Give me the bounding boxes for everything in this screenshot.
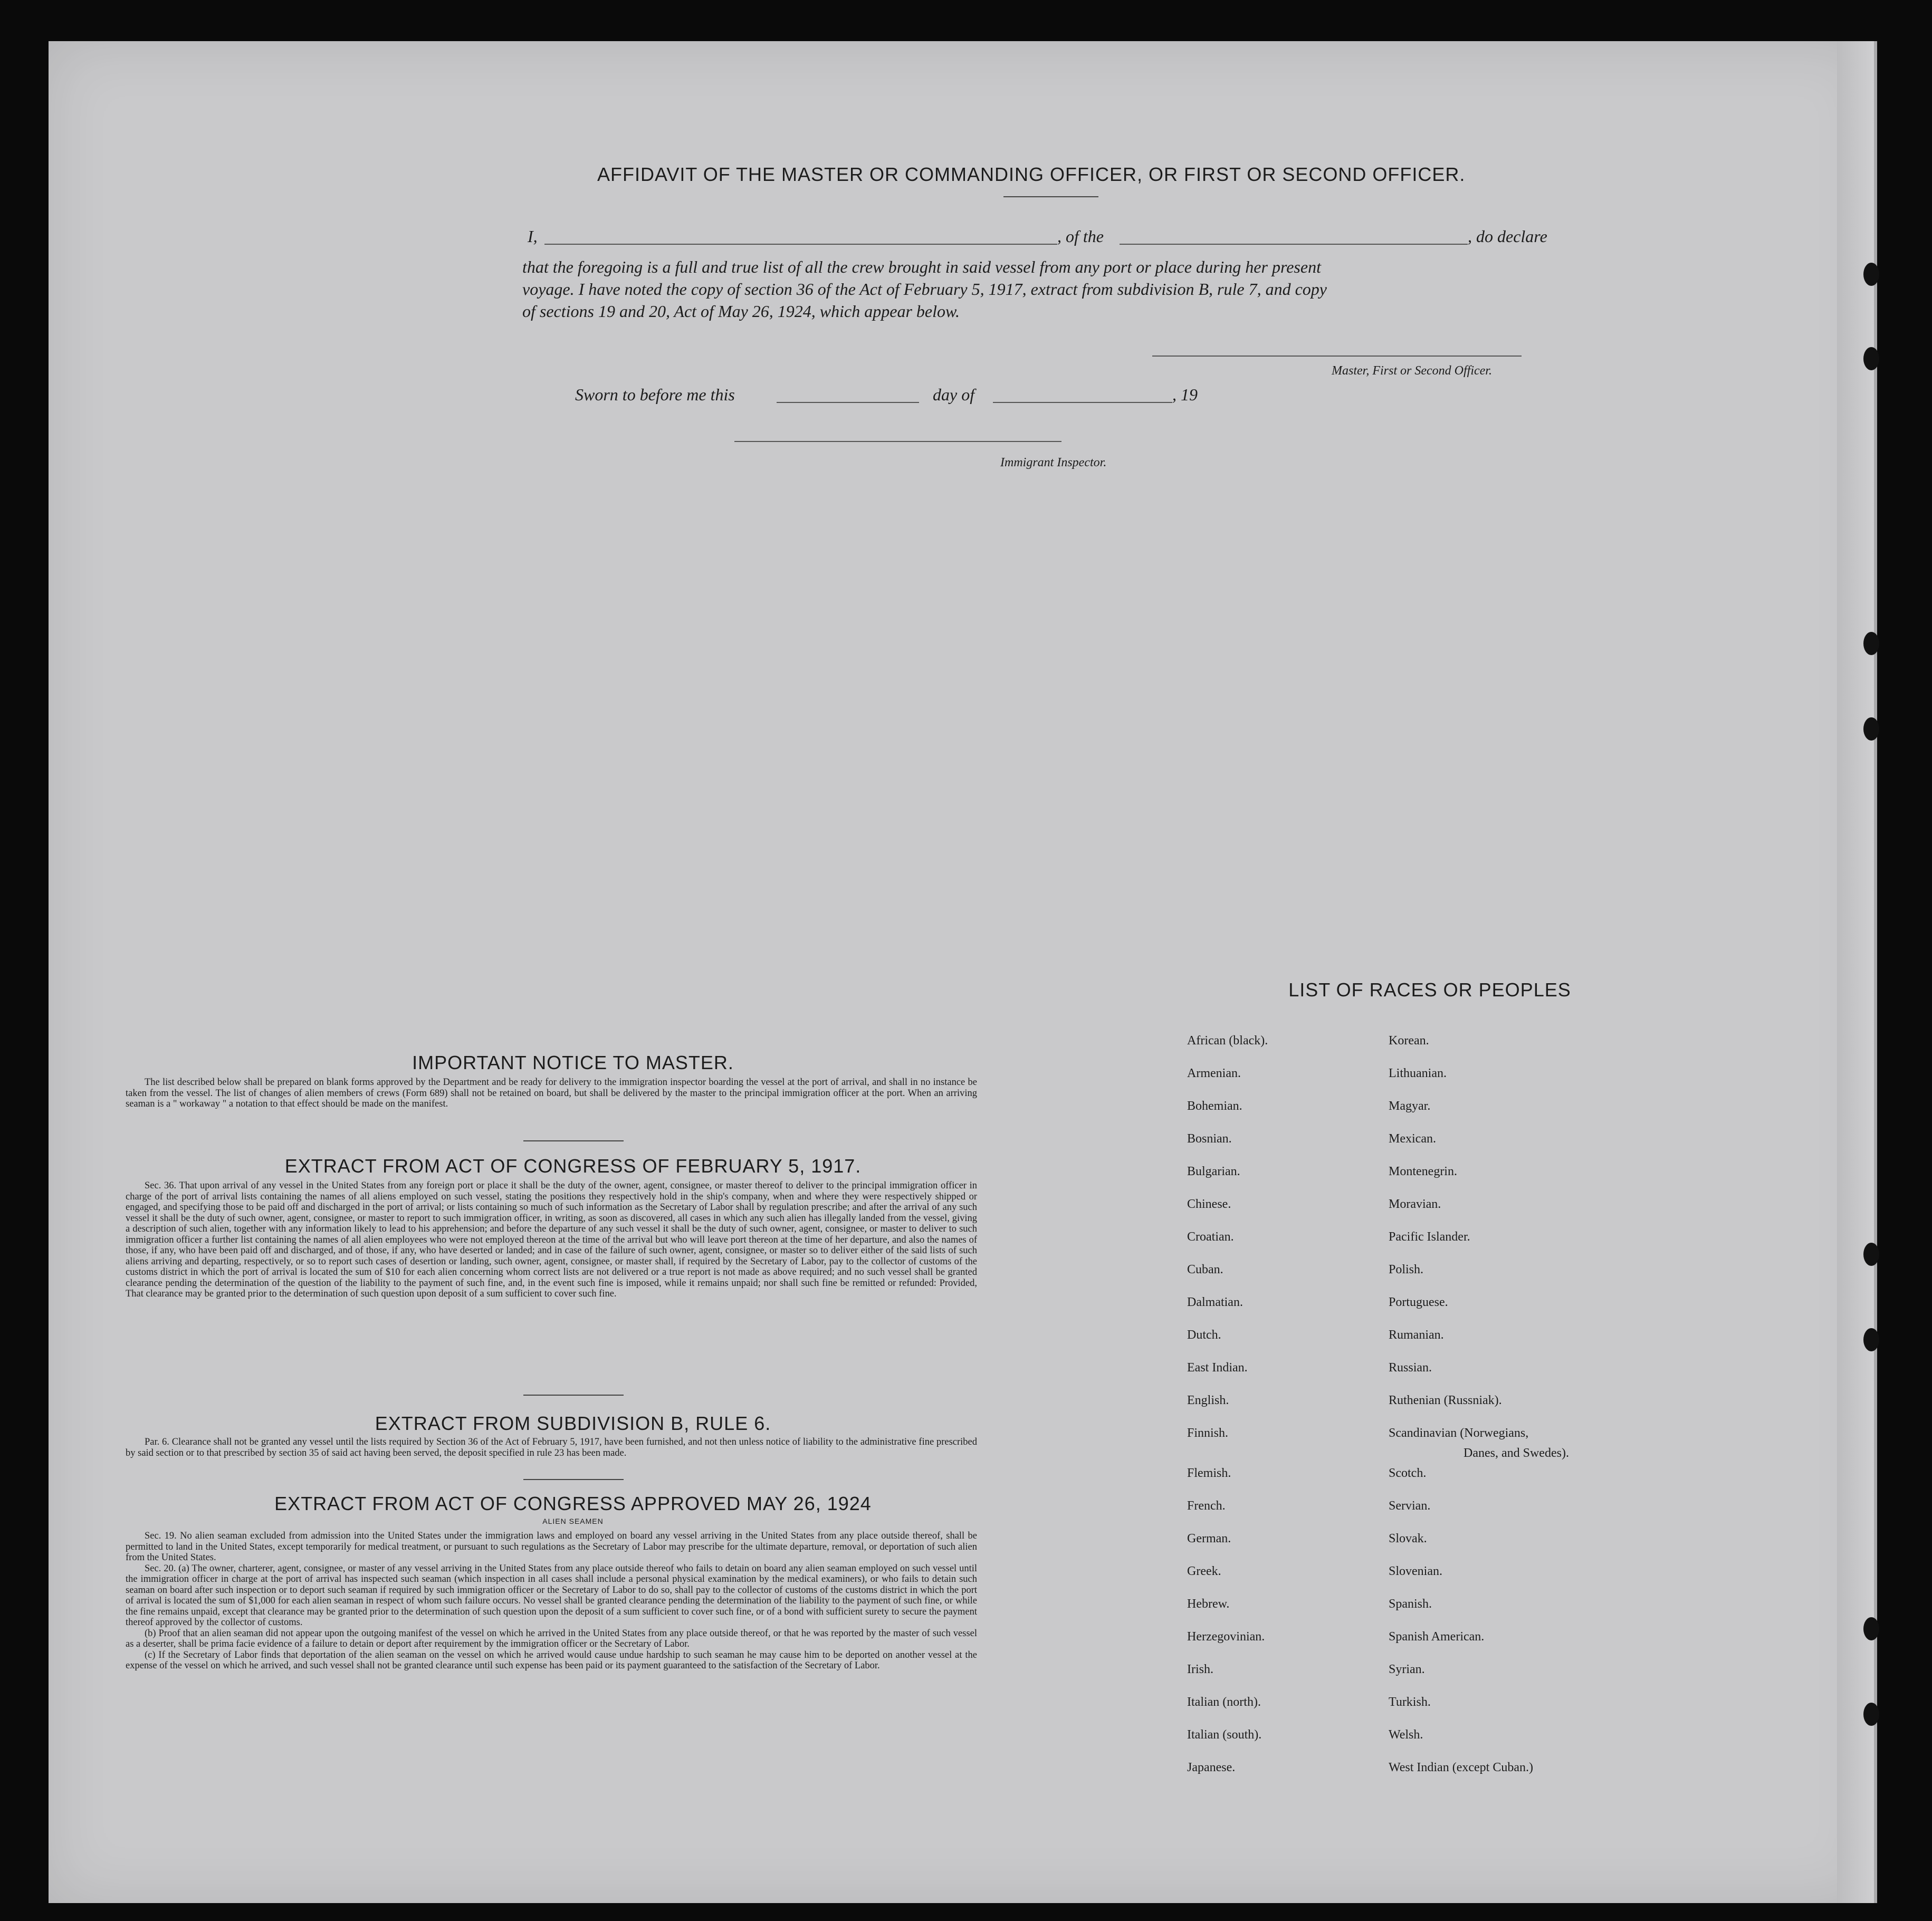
race-item: Scotch. xyxy=(1389,1466,1427,1480)
race-item: Slovak. xyxy=(1389,1532,1427,1545)
race-item: Moravian. xyxy=(1389,1197,1441,1211)
race-item: Servian. xyxy=(1389,1499,1431,1513)
race-item: Russian. xyxy=(1389,1361,1432,1375)
race-item: Scandinavian (Norwegians, xyxy=(1389,1426,1529,1440)
affidavit-i: I, xyxy=(528,227,538,246)
rule-6-body xyxy=(126,1437,977,1458)
inspector-signature-line xyxy=(734,441,1061,442)
race-item: Turkish. xyxy=(1389,1695,1431,1709)
race-item: Italian (north). xyxy=(1187,1695,1261,1709)
sworn-text: Sworn to before me this xyxy=(575,385,735,404)
affidavit-statement-line4: of sections 19 and 20, Act of May 26, 1924, which appear below. xyxy=(522,302,960,321)
race-item: French. xyxy=(1187,1499,1226,1513)
race-item: Finnish. xyxy=(1187,1426,1229,1440)
binder-hole xyxy=(1863,717,1879,741)
race-item: Croatian. xyxy=(1187,1230,1234,1244)
races-title: LIST OF RACES OR PEOPLES xyxy=(1288,979,1571,1001)
race-item: Welsh. xyxy=(1389,1728,1423,1742)
race-item: Ruthenian (Russniak). xyxy=(1389,1394,1502,1407)
inspector-label: Immigrant Inspector. xyxy=(1000,456,1107,469)
binder-hole xyxy=(1863,1328,1879,1351)
binder-hole xyxy=(1863,347,1879,370)
race-item: Italian (south). xyxy=(1187,1728,1262,1742)
race-item: Montenegrin. xyxy=(1389,1165,1457,1178)
race-item: Dutch. xyxy=(1187,1328,1221,1342)
master-signature-label: Master, First or Second Officer. xyxy=(1332,364,1492,378)
notice-body xyxy=(126,1077,977,1110)
race-item: Syrian. xyxy=(1389,1663,1425,1676)
affidavit-declare: , do declare xyxy=(1468,227,1547,246)
race-item: Greek. xyxy=(1187,1564,1221,1578)
race-item: African (black). xyxy=(1187,1034,1268,1048)
race-item: Cuban. xyxy=(1187,1263,1223,1276)
race-item: Portuguese. xyxy=(1389,1295,1448,1309)
race-item: Spanish. xyxy=(1389,1597,1432,1611)
race-item: Slovenian. xyxy=(1389,1564,1442,1578)
race-item-continuation: Danes, and Swedes). xyxy=(1464,1446,1569,1460)
race-item: Magyar. xyxy=(1389,1099,1431,1113)
race-item: Bohemian. xyxy=(1187,1099,1242,1113)
race-item: Armenian. xyxy=(1187,1067,1241,1080)
rule-6-title: EXTRACT FROM SUBDIVISION B, RULE 6. xyxy=(375,1413,771,1434)
document-page xyxy=(49,41,1877,1903)
affidavit-of-the: , of the xyxy=(1057,227,1104,246)
race-item: East Indian. xyxy=(1187,1361,1248,1375)
affidavit-statement-line2: that the foregoing is a full and true list of all the crew brought in said vessel from any port or place during her present xyxy=(522,257,1321,276)
race-item: Bosnian. xyxy=(1187,1132,1232,1146)
section-36-text: Sec. 36. That upon arrival of any vessel in the United States from any foreign port or place it shall be the duty of the owner, agent, consignee, or master thereof to deliver to the principal immigration officer in charge of the port of arrival lists containing the names of all aliens employed on such vessel, stating the positions they respectively hold in the ship's company, when and where they were respectively shipped or engaged, and specifying those to be paid off and discharged in the port of arrival; or lists containing so much of such information as the Secretary of Labor shall by regulation prescribe; and after the arrival of any such vessel it shall be the duty of such owner, agent, consignee, or master to report to such immigration officer, in writing, as soon as discovered, all cases in which any such alien has illegally landed from the vessel, giving a description of such alien, together with any information likely to lead to his apprehension; and before the departure of any such vessel it shall be the duty of such owner, agent, consignee, or master to deliver to such immigration officer a further list containing the names of all alien employees who were not employed thereon at the time of the arrival but who will leave port thereon at the time of her departure, and also the names of those, if any, who have been paid off and discharged, and of those, if any, who have deserted or landed; and in case of the failure of such owner, agent, consignee, or master so to deliver either of the said lists of such aliens arriving and departing, respectively, or so to report such cases of desertion or landing, such owner, agent, consignee, or master shall, if required by the Secretary of Labor, pay to the collector of customs of the customs district in which the port of arrival is located the sum of $10 for each alien concerning whom correct lists are not delivered or a true report is not made as above required; and no such vessel shall be granted clearance pending the determination of the question of the liability to the payment of such fine, and, in the event such fine is imposed, while it remains unpaid; nor shall such fine be remitted or refunded: Provided, That clearance may be granted prior to the determination of such question upon deposit of a sum sufficient to cover such fine. xyxy=(126,1180,977,1299)
day-blank xyxy=(777,402,919,403)
race-item: Spanish American. xyxy=(1389,1630,1485,1644)
binder-hole xyxy=(1863,263,1879,286)
vessel-blank xyxy=(1120,244,1468,245)
divider xyxy=(1003,196,1098,197)
race-item: Japanese. xyxy=(1187,1761,1236,1774)
race-item: Lithuanian. xyxy=(1389,1067,1447,1080)
divider xyxy=(523,1395,624,1396)
extract-1924-subtitle: ALIEN SEAMEN xyxy=(542,1517,604,1525)
notice-title: IMPORTANT NOTICE TO MASTER. xyxy=(412,1052,734,1073)
master-signature-line xyxy=(1152,356,1522,357)
race-item: Korean. xyxy=(1389,1034,1429,1048)
divider xyxy=(523,1140,624,1141)
race-item: Rumanian. xyxy=(1389,1328,1444,1342)
race-item: West Indian (except Cuban.) xyxy=(1389,1761,1533,1774)
race-item: German. xyxy=(1187,1532,1231,1545)
binder-hole xyxy=(1863,1703,1879,1726)
race-item: English. xyxy=(1187,1394,1229,1407)
section-19-text: Sec. 19. No alien seaman excluded from admission into the United States under the immigration laws and employed on board any vessel arriving in the United States from any place outside thereof, shall be permitted to land in the United States, except temporarily for medical treatment, or pursuant to such regulations as the Secretary of Labor may prescribe for the ultimate departure, removal, or deportation of such alien from the United States. xyxy=(126,1531,977,1563)
extract-1924-body xyxy=(126,1531,977,1672)
binder-hole xyxy=(1863,1617,1879,1640)
extract-1924-title: EXTRACT FROM ACT OF CONGRESS APPROVED MAY 26, 1924 xyxy=(274,1493,872,1514)
affidavit-title: AFFIDAVIT OF THE MASTER OR COMMANDING OFFICER, OR FIRST OR SECOND OFFICER. xyxy=(597,164,1466,185)
section-20c-text: (c) If the Secretary of Labor finds that deportation of the alien seaman on the vessel on which he arrived would cause undue hardship to such seaman he may cause him to be deported on another vessel at the expense of the vessel on which he arrived, and such vessel shall not be granted clearance until such expense has been paid or its payment guaranteed to the satisfaction of the Secretary of Labor. xyxy=(126,1649,977,1671)
day-of-text: day of xyxy=(933,385,975,404)
section-20a-text: Sec. 20. (a) The owner, charterer, agent, consignee, or master of any vessel arriving in the United States from any place outside thereof who fails to detain on board any alien seaman employed on such vessel until the immigration officer in charge at the port of arrival has inspected such seaman (which inspection in all cases shall include a personal physical examination by the medical examiners), or who fails to detain such seaman on board after such inspection or to deport such seaman if required by such immigration officer or the Secretary of Labor to do so, shall pay to the collector of customs of the customs district in which the port of arrival is located the sum of $1,000 for each alien seaman in respect of whom such failure occurs. No vessel shall be granted clearance pending the determination of the liability to the payment of such fine, or while the fine remains unpaid, except that clearance may be granted prior to the determination of such question upon the deposit of a sum sufficient to cover such fine, or of a bond with sufficient surety to secure the payment thereof approved by the collector of customs. xyxy=(126,1563,977,1628)
race-item: Irish. xyxy=(1187,1663,1213,1676)
name-blank xyxy=(544,244,1057,245)
binder-hole xyxy=(1863,1243,1879,1266)
race-item: Hebrew. xyxy=(1187,1597,1230,1611)
extract-1917-body xyxy=(126,1180,977,1300)
section-20b-text: (b) Proof that an alien seaman did not appear upon the outgoing manifest of the vessel on which he arrived in the United States from any place outside thereof, or that he was reported by the master of such vessel as a deserter, shall be prima facie evidence of a failure to detain or deport after requirement by the immigration officer or the Secretary of Labor. xyxy=(126,1628,977,1649)
race-item: Dalmatian. xyxy=(1187,1295,1243,1309)
race-item: Pacific Islander. xyxy=(1389,1230,1470,1244)
race-item: Flemish. xyxy=(1187,1466,1231,1480)
affidavit-statement-line3: voyage. I have noted the copy of section 36 of the Act of February 5, 1917, extract from subdivision B, rule 7, and copy xyxy=(522,280,1327,299)
divider xyxy=(523,1479,624,1480)
year-prefix: , 19 xyxy=(1172,385,1198,404)
notice-text: The list described below shall be prepared on blank forms approved by the Department and be ready for delivery to the immigration inspector boarding the vessel at the port of arrival, and shall in no instance be taken from the vessel. The list of changes of alien members of crews (Form 689) shall not be retained on board, but shall be delivered by the master to the principal immigration officer at the port. When an arriving seaman is a " workaway " a notation to that effect should be made on the manifest. xyxy=(126,1077,977,1109)
month-blank xyxy=(993,402,1172,403)
race-item: Herzegovinian. xyxy=(1187,1630,1265,1644)
extract-1917-title: EXTRACT FROM ACT OF CONGRESS OF FEBRUARY 5, 1917. xyxy=(284,1155,862,1177)
race-item: Chinese. xyxy=(1187,1197,1231,1211)
race-item: Bulgarian. xyxy=(1187,1165,1240,1178)
rule-6-text: Par. 6. Clearance shall not be granted any vessel until the lists required by Section 36 of the Act of February 5, 1917, have been furnished, and not then unless notice of liability to the administrative fine prescribed by said section or to that prescribed by section 35 of said act having been served, the deposit specified in rule 23 has been made. xyxy=(126,1437,977,1458)
race-item: Mexican. xyxy=(1389,1132,1436,1146)
binder-hole xyxy=(1863,632,1879,655)
race-item: Polish. xyxy=(1389,1263,1424,1276)
